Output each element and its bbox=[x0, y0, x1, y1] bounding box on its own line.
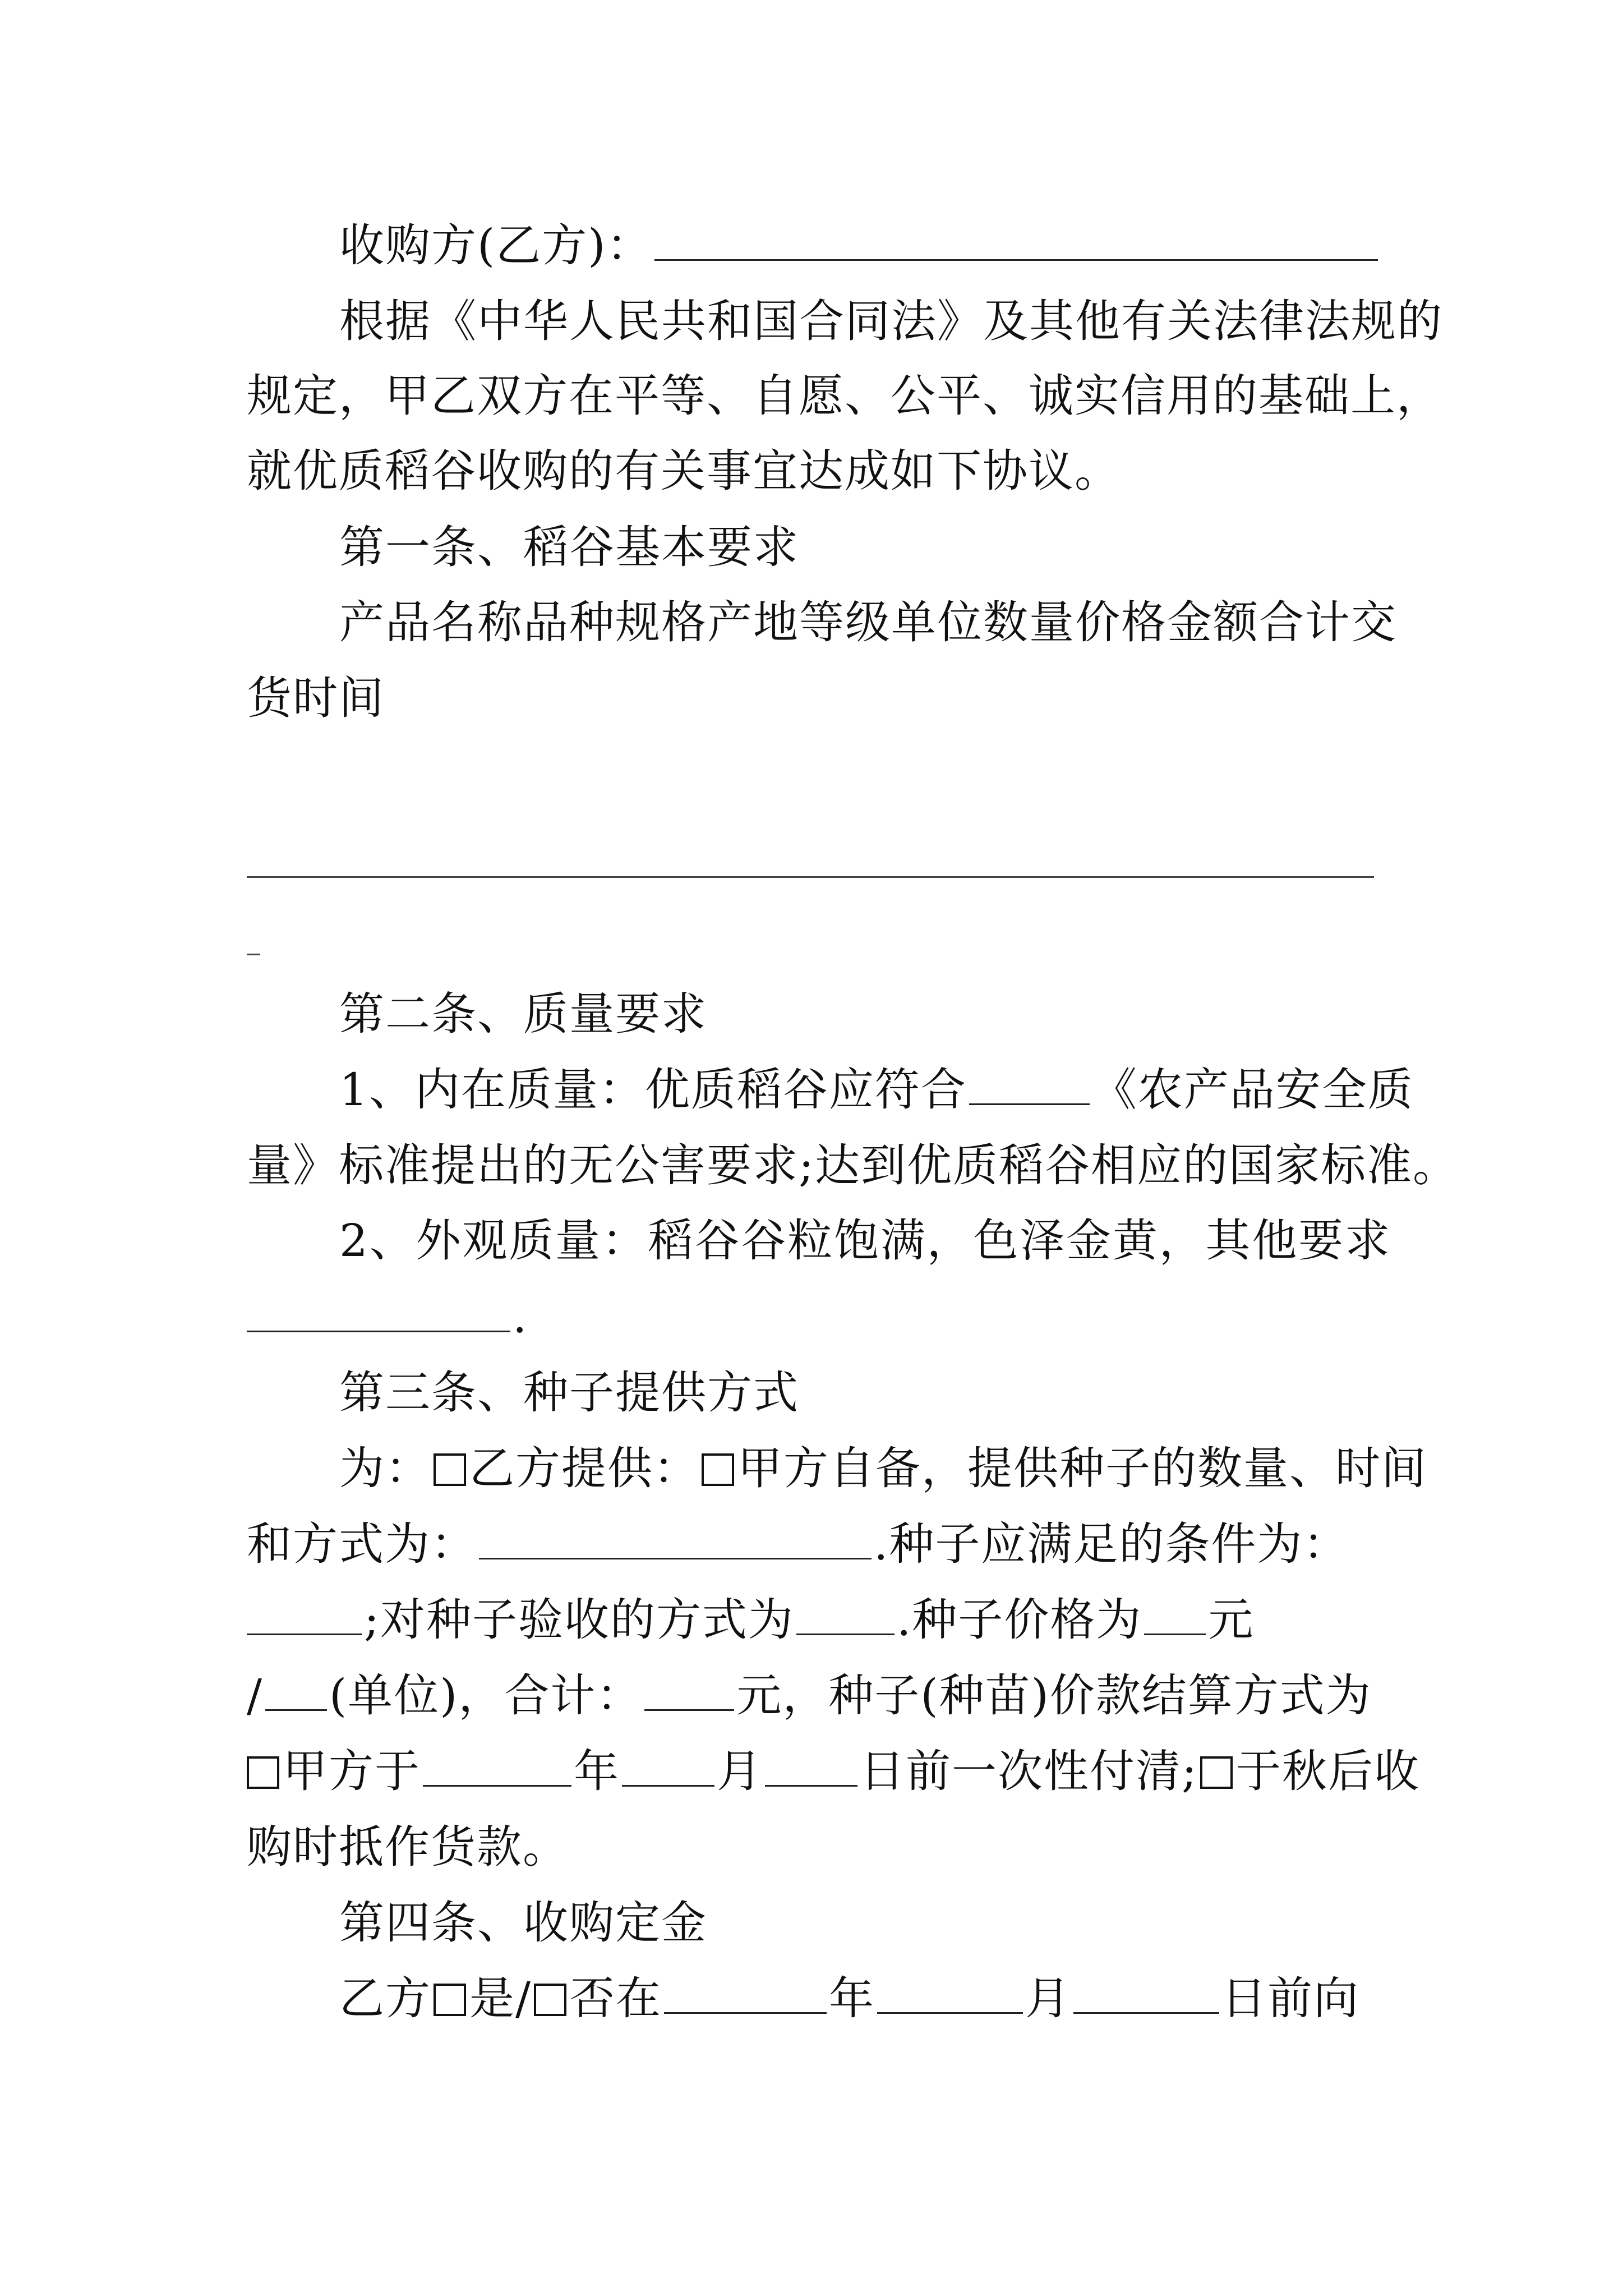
article-3-line-3: ;对种子验收的方式为 .种子价格为 元 bbox=[247, 1593, 1391, 1647]
article-4-title: 第四条、收购定金 bbox=[339, 1897, 707, 1949]
article-3-line-2: 和方式为： .种子应满足的条件为： bbox=[247, 1518, 1349, 1570]
checkbox-buyer-provides[interactable] bbox=[434, 1453, 466, 1486]
article-1-header-line-2: 货时间 bbox=[247, 672, 385, 724]
article-1-title: 第一条、稻谷基本要求 bbox=[339, 521, 799, 573]
checkbox-pay-once[interactable] bbox=[247, 1756, 279, 1789]
article-3-line-4: / (单位)，合计： 元，种子(种苗)价款结算方式为 bbox=[247, 1669, 1372, 1722]
pay-day-blank[interactable] bbox=[765, 1748, 857, 1787]
buyer-line bbox=[339, 219, 1483, 273]
checkbox-yes[interactable] bbox=[434, 1984, 466, 2016]
deposit-month-blank[interactable] bbox=[877, 1975, 1023, 2014]
other-requirements-blank[interactable] bbox=[247, 1294, 510, 1332]
deposit-year-blank[interactable] bbox=[664, 1975, 827, 2014]
intro-line-2: 规定，甲乙双方在平等、自愿、公平、诚实信用的基础上， bbox=[247, 370, 1442, 422]
article-2-title: 第二条、质量要求 bbox=[339, 988, 707, 1040]
article-3-title: 第三条、种子提供方式 bbox=[339, 1366, 799, 1419]
pay-year-blank[interactable] bbox=[423, 1748, 571, 1787]
pay-month-blank[interactable] bbox=[622, 1748, 714, 1787]
article-3-line-6: 购时抵作货款。 bbox=[247, 1821, 569, 1873]
unit-blank[interactable] bbox=[265, 1672, 327, 1711]
article-2-item-1-line-1: 1、内在质量：优质稻谷应符合 《农产品安全质 bbox=[339, 1064, 1414, 1116]
intro-line-3: 就优质稻谷收购的有关事宜达成如下协议。 bbox=[247, 445, 1121, 497]
buyer-blank[interactable] bbox=[654, 222, 1378, 261]
checkbox-offset-payment[interactable] bbox=[1200, 1756, 1233, 1789]
table-rule bbox=[247, 876, 1374, 878]
article-2-item-2-line-2: . bbox=[247, 1290, 1391, 1344]
article-1-header-line-1: 产品名称品种规格产地等级单位数量价格金额合计交 bbox=[339, 596, 1397, 648]
checkbox-no[interactable] bbox=[534, 1984, 566, 2016]
article-3-line-5: 甲方于 年 月 日前一次性付清; 于秋后收 bbox=[247, 1745, 1391, 1798]
table-rule-fragment bbox=[247, 954, 260, 955]
standard-blank[interactable] bbox=[969, 1066, 1090, 1105]
deposit-day-blank[interactable] bbox=[1073, 1975, 1219, 2014]
article-3-line-1: 为： 乙方提供： 甲方自备，提供种子的数量、时间 bbox=[339, 1442, 1427, 1494]
total-blank[interactable] bbox=[644, 1672, 734, 1711]
checkbox-seller-self-prepared[interactable] bbox=[702, 1453, 734, 1486]
seed-price-blank[interactable] bbox=[1144, 1596, 1206, 1635]
seed-method-blank[interactable] bbox=[479, 1521, 872, 1559]
seed-conditions-blank[interactable] bbox=[247, 1596, 362, 1635]
article-4-line-1: 乙方 是/ 否在 年 月 日前向 bbox=[339, 1972, 1359, 2024]
inspection-method-blank[interactable] bbox=[796, 1596, 895, 1635]
article-2-item-1-line-2: 量》标准提出的无公害要求;达到优质稻谷相应的国家标准。 bbox=[247, 1139, 1459, 1191]
buyer-label: 收购方(乙方)： bbox=[339, 219, 653, 272]
intro-line-1: 根据《中华人民共和国合同法》及其他有关法律法规的 bbox=[339, 295, 1443, 347]
article-2-item-2-line-1: 2、外观质量：稻谷谷粒饱满，色泽金黄，其他要求 bbox=[339, 1214, 1391, 1267]
